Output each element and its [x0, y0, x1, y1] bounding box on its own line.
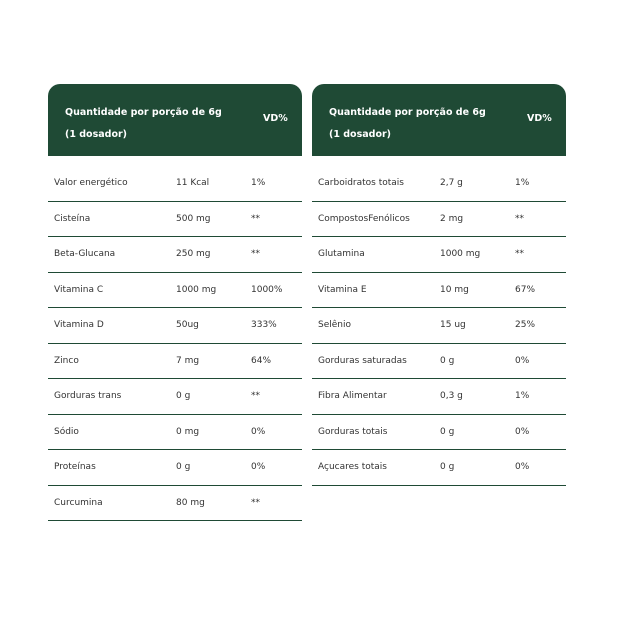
- header-vd-label: VD%: [263, 113, 288, 124]
- nutrient-name: Gorduras totais: [318, 426, 388, 437]
- header-serving-label: Quantidade por porção de 6g (1 dosador): [329, 107, 486, 140]
- nutrient-name: Carboidratos totais: [318, 178, 405, 188]
- nutrient-vd: **: [251, 391, 260, 401]
- header-vd-label: VD%: [527, 113, 552, 124]
- nutrient-quantity: 250 mg: [176, 249, 211, 259]
- table-header: [312, 84, 566, 156]
- nutrient-quantity: 0 mg: [176, 426, 200, 437]
- nutrient-quantity: 0 g: [176, 391, 191, 401]
- nutrient-vd: 1%: [251, 178, 266, 188]
- nutrient-vd: 0%: [515, 426, 530, 437]
- nutrient-vd: 0%: [515, 355, 530, 366]
- nutrient-vd: **: [515, 249, 524, 259]
- table-row: [48, 415, 302, 451]
- nutrient-quantity: 2 mg: [440, 213, 464, 224]
- table-row: [312, 450, 566, 486]
- nutrient-vd: **: [251, 497, 260, 508]
- nutrient-vd: 0%: [251, 426, 266, 437]
- table-row: [48, 450, 302, 486]
- table-row: [312, 237, 566, 273]
- nutrient-quantity: 15 ug: [440, 320, 466, 330]
- nutrient-name: Sódio: [54, 426, 79, 437]
- nutrient-name: Zinco: [54, 355, 79, 366]
- nutrient-quantity: 2,7 g: [440, 178, 463, 188]
- nutrient-vd: 333%: [251, 320, 277, 330]
- nutrient-quantity: 7 mg: [176, 355, 200, 366]
- table-row: [48, 308, 302, 344]
- nutrient-name: Gorduras trans: [54, 391, 122, 401]
- table-row: [312, 273, 566, 309]
- nutrient-name: Glutamina: [318, 249, 365, 259]
- table-row: [312, 415, 566, 451]
- nutrition-table-right: [312, 84, 566, 486]
- nutrient-vd: **: [515, 213, 524, 224]
- table-row: [312, 344, 566, 380]
- nutrient-name: Vitamina E: [318, 284, 367, 295]
- nutrient-quantity: 50ug: [176, 320, 199, 330]
- table-row: [48, 166, 302, 202]
- table-row: [48, 344, 302, 380]
- nutrient-quantity: 0 g: [440, 426, 455, 437]
- table-row: [48, 486, 302, 522]
- nutrient-name: Fibra Alimentar: [318, 391, 387, 401]
- nutrient-name: CompostosFenólicos: [318, 213, 410, 224]
- table-body: [312, 156, 566, 486]
- nutrient-vd: **: [251, 249, 260, 259]
- table-row: [312, 379, 566, 415]
- nutrient-vd: 25%: [515, 320, 536, 330]
- nutrient-name: Açucares totais: [318, 462, 387, 472]
- nutrient-vd: 0%: [251, 462, 266, 472]
- nutrient-quantity: 11 Kcal: [176, 178, 210, 188]
- table-row: [312, 202, 566, 238]
- nutrient-name: Selênio: [318, 320, 351, 330]
- table-header: [48, 84, 302, 156]
- table-row: [312, 166, 566, 202]
- nutrient-vd: 64%: [251, 355, 272, 366]
- nutrient-quantity: 500 mg: [176, 213, 211, 224]
- table-row: [48, 202, 302, 238]
- nutrient-name: Curcumina: [54, 497, 103, 508]
- table-row: [48, 273, 302, 309]
- nutrient-name: Beta-Glucana: [54, 249, 116, 259]
- nutrient-name: Gorduras saturadas: [318, 355, 407, 366]
- nutrient-quantity: 1000 mg: [440, 249, 481, 259]
- table-body: [48, 156, 302, 521]
- table-row: [48, 237, 302, 273]
- nutrient-quantity: 80 mg: [176, 497, 205, 508]
- nutrient-name: Vitamina C: [54, 284, 104, 295]
- nutrient-vd: 0%: [515, 462, 530, 472]
- nutrient-quantity: 0 g: [176, 462, 191, 472]
- nutrient-quantity: 0 g: [440, 462, 455, 472]
- nutrient-vd: 1%: [515, 178, 530, 188]
- nutrient-vd: **: [251, 213, 260, 224]
- nutrient-quantity: 0,3 g: [440, 391, 463, 401]
- nutrient-name: Cisteína: [54, 213, 91, 224]
- nutrient-name: Proteínas: [54, 462, 96, 472]
- nutrient-vd: 67%: [515, 284, 536, 295]
- header-serving-label: Quantidade por porção de 6g (1 dosador): [65, 107, 222, 140]
- nutrient-name: Vitamina D: [54, 320, 104, 330]
- nutrient-quantity: 1000 mg: [176, 284, 217, 295]
- nutrition-table-left: [48, 84, 302, 521]
- nutrient-quantity: 0 g: [440, 355, 455, 366]
- table-row: [312, 308, 566, 344]
- nutrient-vd: 1%: [515, 391, 530, 401]
- table-row: [48, 379, 302, 415]
- nutrient-quantity: 10 mg: [440, 284, 469, 295]
- nutrient-vd: 1000%: [251, 284, 283, 295]
- nutrient-name: Valor energético: [54, 178, 128, 188]
